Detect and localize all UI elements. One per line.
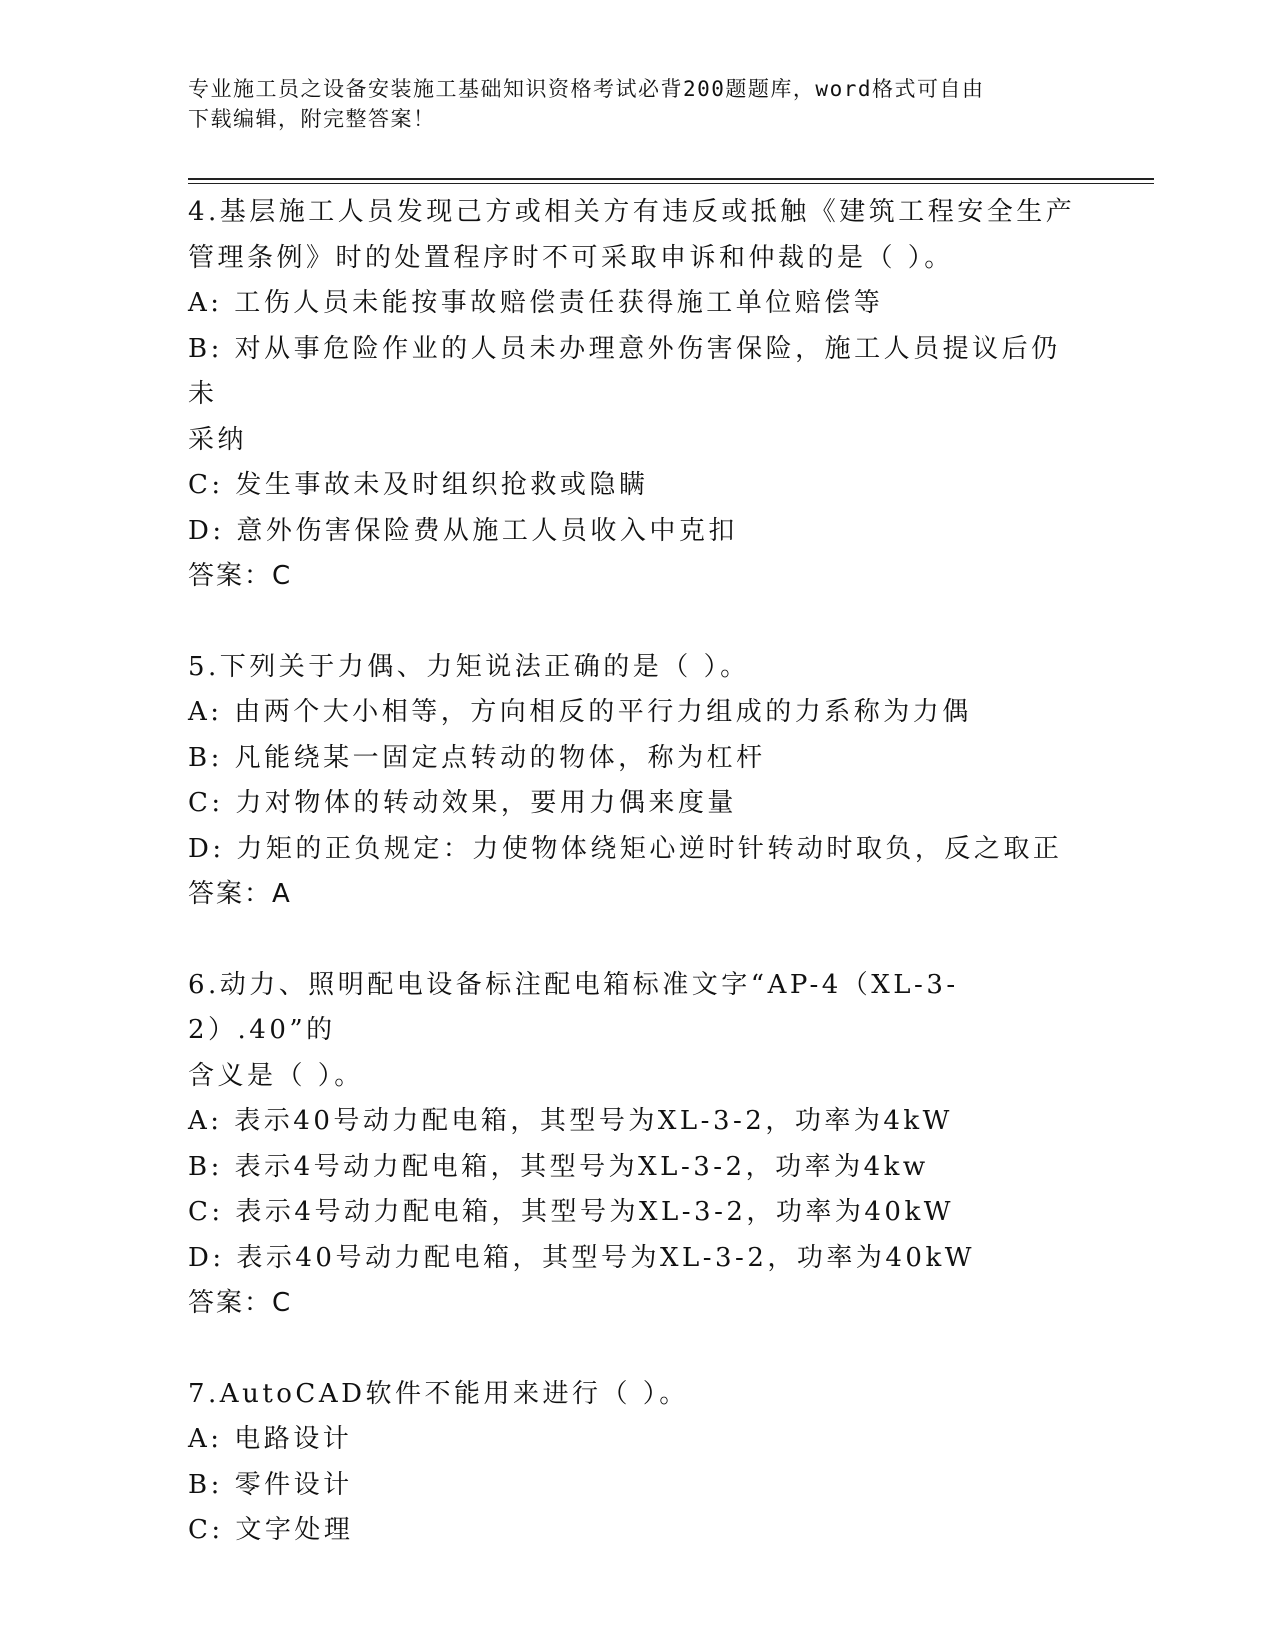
question-stem-line: 4.基层施工人员发现己方或相关方有违反或抵触《建筑工程安全生产 xyxy=(188,197,1076,227)
question-stem-line: 6.动力、照明配电设备标注配电箱标准文字“AP-4（XL-3-2）.40”的 xyxy=(188,969,959,1045)
option-line: D: 意外伤害保险费从施工人员收入中克扣 xyxy=(188,515,738,546)
answer-line: 答案：C xyxy=(188,561,293,591)
option-line: C: 发生事故未及时组织抢救或隐瞒 xyxy=(188,470,649,500)
option-line: A: 电路设计 xyxy=(188,1424,353,1454)
question-spacer xyxy=(188,600,1088,645)
question-spacer xyxy=(188,918,1088,963)
question-block xyxy=(188,645,1088,963)
question-stem-line: 5.下列关于力偶、力矩说法正确的是（ ）。 xyxy=(188,651,750,682)
question-block xyxy=(188,190,1088,645)
option-line: C: 文字处理 xyxy=(188,1515,354,1545)
option-line: D: 表示40号动力配电箱，其型号为XL-3-2，功率为40kW xyxy=(188,1242,975,1273)
answer-line: 答案：A xyxy=(188,879,292,909)
option-line: C: 表示4号动力配电箱，其型号为XL-3-2，功率为40kW xyxy=(188,1197,954,1227)
header-line-2: 下载编辑，附完整答案！ xyxy=(188,107,436,131)
option-line: 采纳 xyxy=(188,424,248,455)
option-line: C: 力对物体的转动效果，要用力偶来度量 xyxy=(188,788,737,818)
option-line: B: 凡能绕某一固定点转动的物体，称为杠杆 xyxy=(188,742,766,773)
question-stem-line: 含义是（ ）。 xyxy=(188,1060,364,1091)
option-line: D: 力矩的正负规定：力使物体绕矩心逆时针转动时取负，反之取正 xyxy=(188,833,1063,864)
answer-line: 答案：C xyxy=(188,1288,293,1318)
option-line: A: 由两个大小相等，方向相反的平行力组成的力系称为力偶 xyxy=(188,697,972,727)
option-line: A: 表示40号动力配电箱，其型号为XL-3-2，功率为4kW xyxy=(188,1106,953,1136)
question-stem-line: 7.AutoCAD软件不能用来进行（ ）。 xyxy=(188,1378,689,1409)
header-divider-thin xyxy=(188,183,1154,184)
question-list xyxy=(188,190,1088,1554)
option-line: B: 表示4号动力配电箱，其型号为XL-3-2，功率为4kw xyxy=(188,1151,929,1182)
question-stem-line: 管理条例》时的处置程序时不可采取申诉和仲裁的是（ ）。 xyxy=(188,242,954,273)
option-line: B: 对从事危险作业的人员未办理意外伤害保险，施工人员提议后仍未 xyxy=(188,333,1061,409)
header-line-1: 专业施工员之设备安装施工基础知识资格考试必背200题题库，word格式可自由 xyxy=(188,77,985,101)
option-line: A: 工伤人员未能按事故赔偿责任获得施工单位赔偿等 xyxy=(188,288,884,318)
question-block xyxy=(188,963,1088,1372)
document-header xyxy=(188,74,1068,134)
header-divider-thick xyxy=(188,178,1154,180)
question-spacer xyxy=(188,1327,1088,1372)
question-block xyxy=(188,1372,1088,1554)
option-line: B: 零件设计 xyxy=(188,1469,353,1500)
